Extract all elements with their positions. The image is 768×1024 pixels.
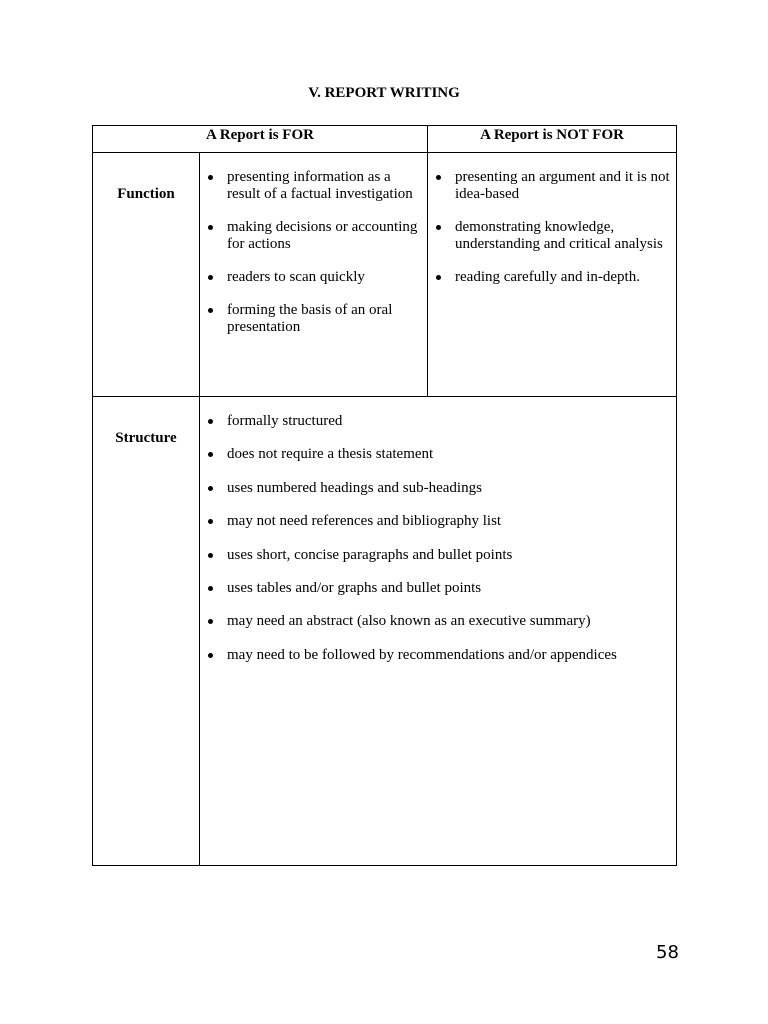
header-report-not-for: A Report is NOT FOR [428, 126, 677, 153]
bullet-icon [208, 486, 213, 491]
bullet-icon [208, 619, 213, 624]
bullet-icon [436, 225, 441, 230]
bullet-icon [208, 452, 213, 457]
list-item-text: does not require a thesis statement [227, 446, 434, 463]
list-item [200, 169, 427, 203]
bullet-icon [436, 175, 441, 180]
structure-cell [200, 397, 677, 866]
list-item [200, 269, 427, 286]
list-item-text: uses short, concise paragraphs and bullet points [227, 546, 513, 563]
list-item-text: formally structured [227, 413, 343, 429]
list-item [428, 269, 676, 286]
list-item [200, 480, 676, 497]
list-item [200, 446, 676, 463]
list-item [200, 413, 676, 430]
list-item-text: presenting information as a result of a factual investigation [227, 169, 413, 202]
function-row [93, 153, 677, 397]
list-item-text: may need to be followed by recommendations and/or appendices [227, 646, 617, 663]
list-item-text: making decisions or accounting for actions [227, 219, 418, 252]
list-item-text: reading carefully and in-depth. [455, 269, 640, 285]
header-report-for: A Report is FOR [93, 126, 428, 153]
list-item-text: readers to scan quickly [227, 269, 365, 285]
structure-row [93, 397, 677, 866]
structure-list [200, 397, 676, 664]
bullet-icon [208, 225, 213, 230]
page-title: V. REPORT WRITING [308, 85, 460, 101]
list-item [428, 219, 676, 253]
function-label: Function [93, 153, 200, 397]
list-item [200, 513, 676, 530]
bullet-icon [208, 175, 213, 180]
bullet-icon [208, 419, 213, 424]
bullet-icon [208, 275, 213, 280]
list-item-text: presenting an argument and it is not idea-based [455, 169, 670, 202]
list-item-text: demonstrating knowledge, understanding and critical analysis [455, 219, 663, 252]
bullet-icon [208, 308, 213, 313]
list-item [200, 613, 676, 630]
page-number: 58 [656, 942, 679, 963]
list-item-text: uses numbered headings and sub-headings [227, 479, 482, 496]
list-item [200, 647, 676, 664]
list-item [200, 547, 676, 564]
list-item-text: uses tables and/or graphs and bullet points [227, 579, 482, 596]
list-item [200, 219, 427, 253]
list-item [428, 169, 676, 203]
list-item-text: may not need references and bibliography list [227, 513, 502, 530]
bullet-icon [436, 275, 441, 280]
bullet-icon [208, 653, 213, 658]
bullet-icon [208, 586, 213, 591]
bullet-icon [208, 519, 213, 524]
list-item [200, 302, 427, 336]
list-item-text: may need an abstract (also known as an executive summary) [227, 613, 591, 630]
list-item-text: forming the basis of an oral presentation [227, 302, 393, 335]
structure-label: Structure [93, 397, 200, 866]
bullet-icon [208, 553, 213, 558]
function-not-for-cell [428, 153, 677, 397]
function-for-list [200, 153, 427, 336]
report-comparison-table [92, 125, 677, 866]
list-item [200, 580, 676, 597]
function-for-cell [200, 153, 428, 397]
function-not-for-list [428, 153, 676, 286]
table-header-row [93, 126, 677, 153]
